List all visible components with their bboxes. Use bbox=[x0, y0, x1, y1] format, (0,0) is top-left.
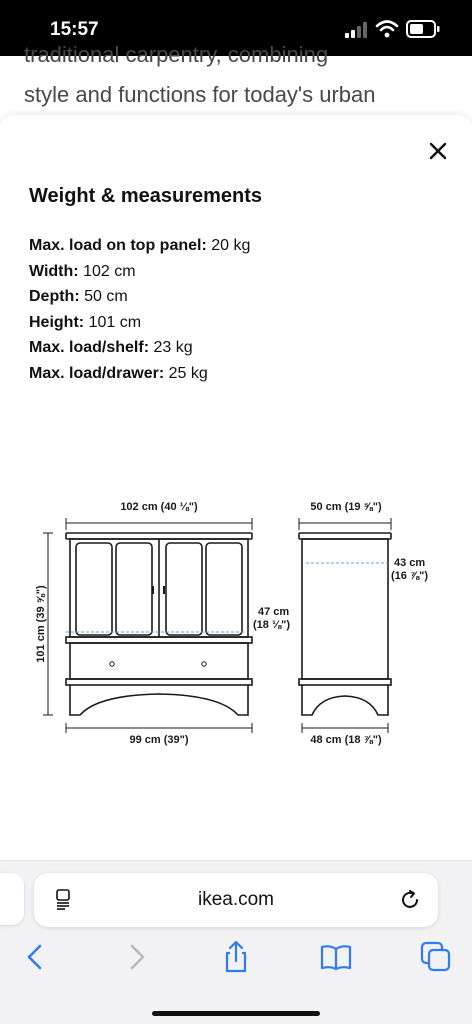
spec-row bbox=[29, 361, 250, 387]
spec-value: 101 cm bbox=[88, 313, 142, 331]
background-text: style and functions for today's urban bbox=[24, 82, 376, 107]
cabinet-side-outline bbox=[299, 533, 391, 539]
address-bar[interactable] bbox=[34, 873, 438, 927]
previous-tab-preview[interactable] bbox=[0, 873, 24, 925]
bookmarks-icon[interactable] bbox=[318, 939, 354, 975]
sheet-title: Weight & measurements bbox=[29, 185, 263, 207]
dimension-base-width: 99 cm (39") bbox=[129, 734, 189, 746]
spec-row bbox=[29, 310, 250, 336]
spec-row bbox=[29, 259, 250, 285]
browser-toolbar bbox=[0, 860, 472, 1024]
spec-row bbox=[29, 233, 250, 259]
battery-icon bbox=[406, 20, 440, 38]
home-indicator bbox=[152, 1011, 320, 1016]
url-text[interactable]: ikea.com bbox=[197, 889, 275, 910]
dimension-shelf-width: 47 cm bbox=[258, 606, 290, 618]
spec-label: Max. load/drawer: bbox=[29, 364, 165, 382]
spec-label: Height: bbox=[29, 313, 85, 331]
cabinet-front-outline bbox=[66, 533, 252, 539]
status-time: 15:57 bbox=[50, 19, 99, 40]
spec-value: 102 cm bbox=[83, 262, 136, 280]
dimension-height: 101 cm (39 ⅝") bbox=[35, 585, 47, 663]
spec-value: 25 kg bbox=[168, 364, 208, 382]
back-icon[interactable] bbox=[18, 939, 54, 975]
measurements-sheet bbox=[0, 115, 472, 860]
spec-row bbox=[29, 284, 250, 310]
share-icon[interactable] bbox=[218, 939, 254, 975]
dimension-front-width: 102 cm (40 ⅛") bbox=[120, 501, 198, 513]
background-text: traditional carpentry, combining bbox=[24, 42, 329, 67]
reload-icon[interactable] bbox=[398, 888, 422, 912]
dimension-base-depth: 48 cm (18 ⅞") bbox=[310, 734, 382, 746]
spec-value: 23 kg bbox=[153, 339, 193, 357]
close-icon[interactable] bbox=[426, 139, 450, 163]
dimension-inner-depth: 43 cm bbox=[394, 557, 426, 569]
signal-icon bbox=[345, 22, 369, 38]
dimension-inner-depth: (16 ⅞") bbox=[391, 570, 429, 582]
forward-icon[interactable] bbox=[118, 939, 154, 975]
spec-label: Max. load/shelf: bbox=[29, 339, 150, 357]
spec-row bbox=[29, 335, 250, 361]
spec-value: 20 kg bbox=[211, 237, 251, 254]
spec-value: 50 cm bbox=[84, 288, 128, 306]
spec-label: Max. load on top panel: bbox=[29, 237, 207, 254]
wifi-icon bbox=[376, 20, 398, 38]
background-page bbox=[0, 42, 472, 118]
dimension-diagram bbox=[0, 490, 472, 860]
spec-label: Width: bbox=[29, 262, 79, 280]
spec-label: Depth: bbox=[29, 288, 80, 306]
dimension-side-depth: 50 cm (19 ⅝") bbox=[310, 501, 382, 513]
tabs-icon[interactable] bbox=[418, 939, 454, 975]
spec-list bbox=[29, 233, 250, 387]
dimension-shelf-width: (18 ⅛") bbox=[253, 619, 291, 631]
